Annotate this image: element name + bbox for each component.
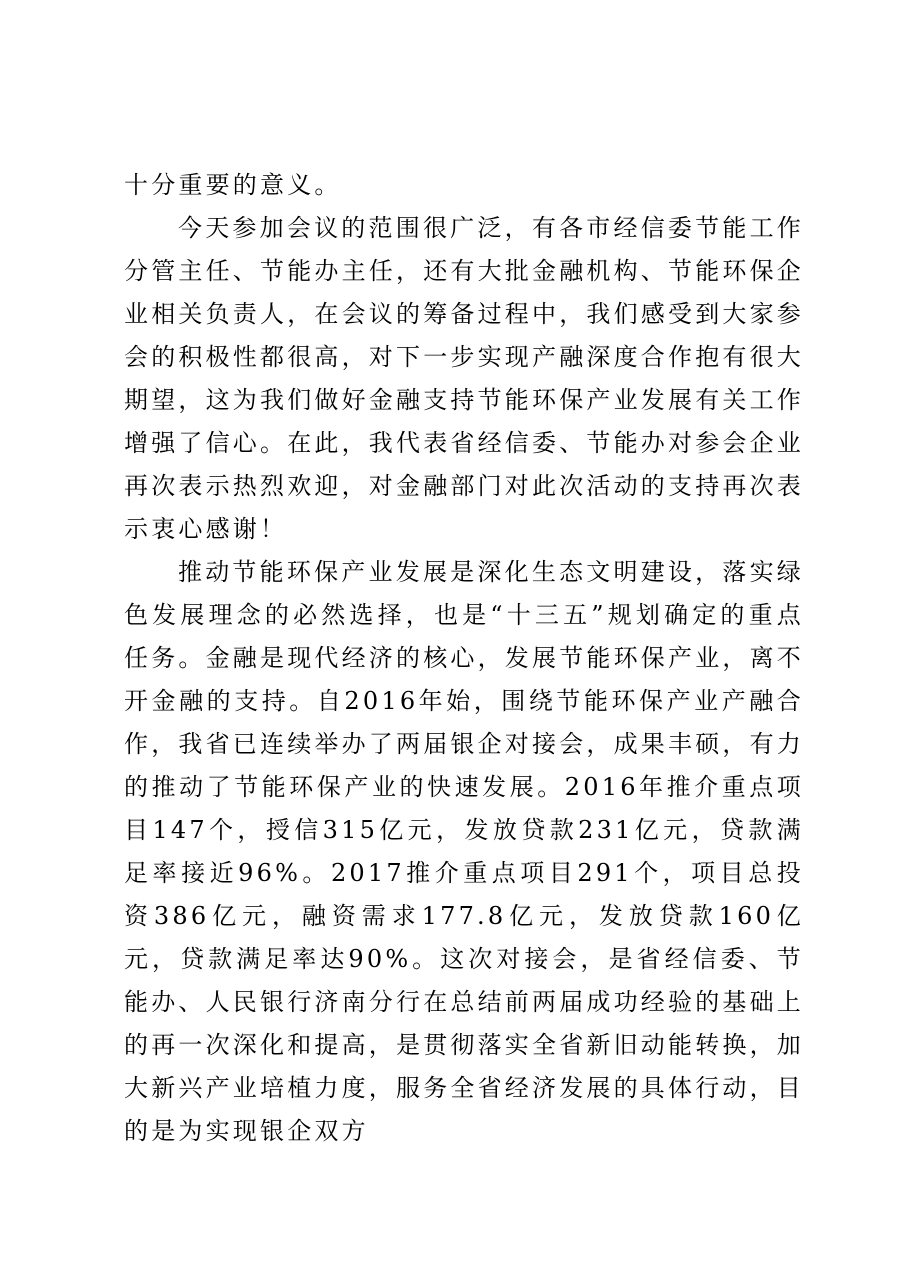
document-body	[124, 164, 804, 1153]
paragraph-3: 推动节能环保产业发展是深化生态文明建设，落实绿色发展理念的必然选择，也是“十三五”规划确定的重点任务。金融是现代经济的核心，发展节能环保产业，离不开金融的支持。自2016年始，围绕节能环保产业产融合作，我省已连续举办了两届银企对接会，成果丰硕，有力的推动了节能环保产业的快速发展。2016年推介重点项目147个，授信315亿元，发放贷款231亿元，贷款满足率接近96%。2017推介重点项目291个，项目总投资386亿元，融资需求177.8亿元，发放贷款160亿元，贷款满足率达90%。这次对接会，是省经信委、节能办、人民银行济南分行在总结前两届成功经验的基础上的再一次深化和提高，是贯彻落实全省新旧动能转换，加大新兴产业培植力度，服务全省经济发展的具体行动，目的是为实现银企双方	[124, 558, 804, 1145]
paragraph-1: 十分重要的意义。	[124, 171, 342, 199]
paragraph-2: 今天参加会议的范围很广泛，有各市经信委节能工作分管主任、节能办主任，还有大批金融机构、节能环保企业相关负责人，在会议的筹备过程中，我们感受到大家参会的积极性都很高，对下一步实现产融深度合作抱有很大期望，这为我们做好金融支持节能环保产业发展有关工作增强了信心。在此，我代表省经信委、节能办对参会企业再次表示热烈欢迎，对金融部门对此次活动的支持再次表示衷心感谢！	[124, 214, 804, 543]
